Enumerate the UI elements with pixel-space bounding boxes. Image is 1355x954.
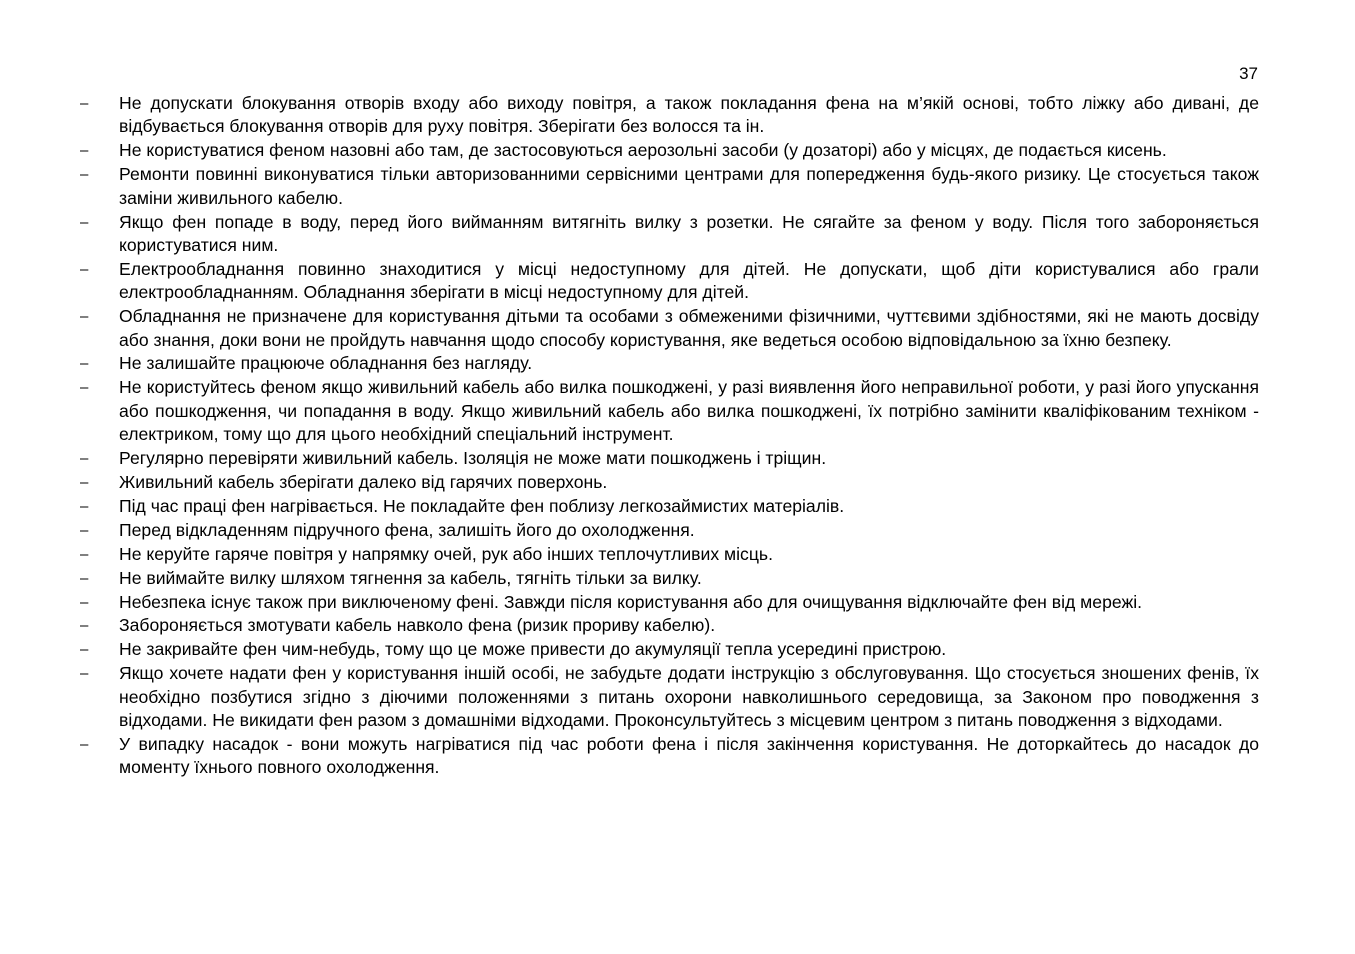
rule-text: Не допускати блокування отворів входу або виходу повітря, а також покладання фена на м’якій основі, тобто ліжку або дивані, де відбувається блокування отворів для руху повітря. Зберігати без волосся та ін. [119, 93, 1259, 137]
list-item [80, 591, 1259, 614]
rule-text: Перед відкладенням підручного фена, залишіть його до охолодження. [119, 519, 695, 540]
list-item [80, 543, 1259, 566]
dash-bullet: – [80, 665, 89, 683]
safety-rules-list [80, 92, 1259, 780]
rule-text: Не закривайте фен чим-небудь, тому що це може привести до акумуляції тепла усередині пристрою. [119, 639, 947, 660]
dash-bullet: – [80, 569, 89, 587]
dash-bullet: – [80, 308, 89, 326]
dash-bullet: – [80, 545, 89, 563]
list-item [80, 471, 1259, 494]
rule-text: Електрообладнання повинно знаходитися у місці недоступному для дітей. Не допускати, щоб діти користувалися або грали електрообладнанням. Обладнання зберігати в місці недоступному для дітей. [119, 258, 1259, 303]
rule-text: Не керуйте гаряче повітря у напрямку очей, рук або інших теплочутливих місць. [119, 543, 773, 564]
list-item [80, 662, 1259, 732]
list-item [80, 305, 1259, 352]
rule-text: Не залишайте працююче обладнання без нагляду. [119, 353, 533, 374]
list-item [80, 567, 1259, 590]
rule-text: Якщо хочете надати фен у користування іншій особі, не забудьте додати інструкцію з обслуговування. Що стосується зношених фенів, їх необхідно позбутися згідно з діючими положеннями з питань охорони навколишнього середовища, за Законом про поводження з відходами. Не викидати фен разом з домашніми відходами. Проконсультуйтесь з місцевим центром з питань поводження з відходами. [119, 663, 1259, 731]
list-item [80, 447, 1259, 470]
page-number: 37 [1239, 64, 1258, 83]
dash-bullet: – [80, 521, 89, 539]
dash-bullet: – [80, 641, 89, 659]
dash-bullet: – [80, 593, 89, 611]
rule-text: Не користуватися феном назовні або там, де застосовуються аерозольні засоби (у дозаторі) або у місцях, де подається кисень. [119, 140, 1167, 161]
list-item [80, 495, 1259, 518]
rule-text: Ремонти повинні виконуватися тільки авторизованними сервісними центрами для попередження будь-якого ризику. Це стосується також заміни живильного кабелю. [119, 164, 1259, 208]
list-item [80, 614, 1259, 637]
dash-bullet: – [80, 474, 89, 491]
rule-text: Якщо фен попаде в воду, перед його вийманням витягніть вилку з розетки. Не сягайте за феном у воду. Після того забороняється користуватися ним. [119, 211, 1259, 255]
dash-bullet: – [80, 450, 89, 468]
list-item [80, 352, 1259, 375]
dash-bullet: – [80, 379, 89, 397]
rule-text: Не виймайте вилку шляхом тягнення за кабель, тягніть тільки за вилку. [119, 567, 702, 588]
dash-bullet: – [80, 735, 89, 753]
dash-bullet: – [80, 166, 89, 184]
list-item [80, 92, 1259, 139]
rule-text: Обладнання не призначене для користування дітьми та особами з обмеженими фізичними, чуттєвими здібностями, які не мають досвіду або знання, доки вони не пройдуть навчання щодо способу користування, яке ведеться особою відповідальною за їхню безпеку. [119, 306, 1259, 350]
rule-text: Живильний кабель зберігати далеко від гарячих поверхонь. [119, 472, 608, 492]
dash-bullet: – [80, 213, 89, 231]
dash-bullet: – [80, 142, 89, 160]
dash-bullet: – [80, 260, 89, 278]
list-item [80, 211, 1259, 258]
rule-text: Не користуйтесь феном якщо живильний кабель або вилка пошкоджені, у разі виявлення його неправильної роботи, у разі його упускання або пошкодження, чи попадання в воду. Якщо живильний кабель або вилка пошкоджені, їх потрібно замінити кваліфікованим техніком - електриком, тому що для цього необхідний спеціальний інструмент. [119, 377, 1259, 445]
list-item [80, 258, 1259, 305]
list-item [80, 139, 1259, 162]
rule-text: У випадку насадок - вони можуть нагріватися під час роботи фена і після закінчення користування. Не доторкайтесь до насадок до моменту їхнього повного охолодження. [119, 733, 1259, 778]
list-item [80, 733, 1259, 780]
rule-text: Регулярно перевіряти живильний кабель. Ізоляція не може мати пошкоджень і тріщин. [119, 448, 827, 469]
list-item [80, 519, 1259, 542]
dash-bullet: – [80, 95, 89, 112]
dash-bullet: – [80, 497, 89, 515]
list-item [80, 376, 1259, 446]
rule-text: Забороняється змотувати кабель навколо фена (ризик прориву кабелю). [119, 615, 716, 636]
list-item [80, 163, 1259, 210]
dash-bullet: – [80, 617, 89, 635]
dash-bullet: – [80, 355, 89, 373]
rule-text: Під час праці фен нагрівається. Не покладайте фен поблизу легкозаймистих матеріалів. [119, 495, 845, 516]
list-item [80, 638, 1259, 661]
rule-text: Небезпека існує також при виключеному фені. Завжди після користування або для очищування відключайте фен від мережі. [119, 591, 1143, 612]
